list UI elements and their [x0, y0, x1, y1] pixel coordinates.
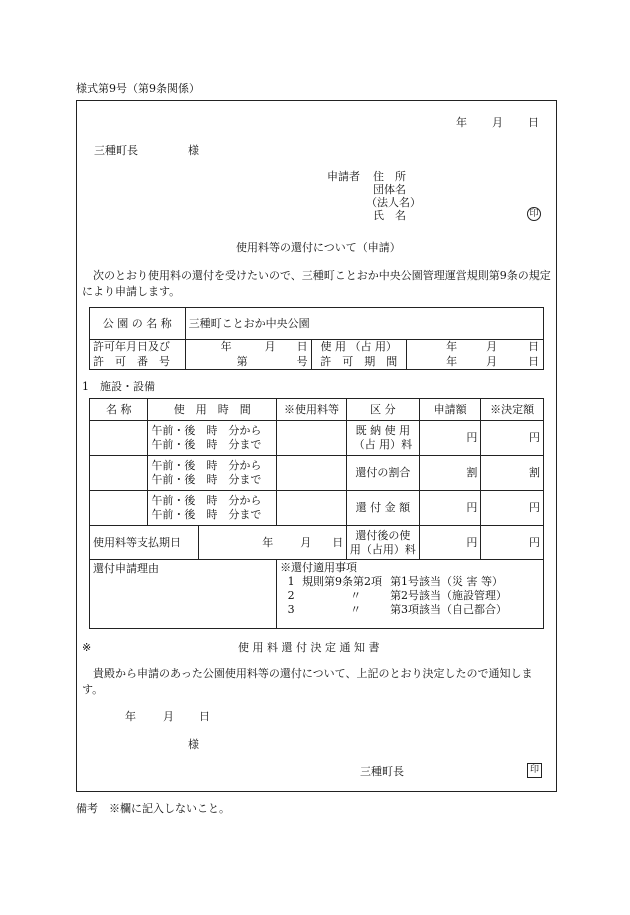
addressee-honorific: 様: [188, 144, 199, 157]
permit-label-1: 許可年月日及び: [90, 340, 186, 355]
section-title: 1 施設・設備: [82, 380, 155, 393]
decide-amount: 円: [481, 421, 544, 456]
facility-table: [89, 398, 544, 629]
notice-mark: ※: [82, 641, 92, 654]
park-name-label: 公 園 の 名 称: [90, 308, 186, 340]
category-ratio: 還付の割合: [346, 456, 419, 491]
notice-body: 貴殿から申請のあった公園使用料等の還付について、上記のとおり決定したので通知します。: [82, 667, 533, 696]
applicant-address: 住 所: [373, 170, 406, 183]
rules-title: ※還付適用事項: [280, 561, 358, 574]
table-row: [90, 456, 544, 491]
rule-item: 1 規則第9条第2項 第1号該当（災 害 等）: [287, 575, 504, 588]
request-title: 使用料等の還付について（申請）: [236, 241, 401, 254]
use-date-1: 年 月 日: [407, 340, 544, 355]
category-paid: 既 納 使 用 （占 用）料: [346, 421, 419, 456]
decide-refund: 円: [481, 491, 544, 526]
use-label-1: 使 用 （占 用）: [311, 340, 407, 355]
category-after: 還付後の使 用（占用）料: [346, 526, 419, 560]
time-range: 午前・後 時 分から 午前・後 時 分まで: [148, 491, 277, 526]
permit-label-2: 許 可 番 号: [90, 355, 186, 370]
decide-after: 円: [481, 526, 544, 560]
applicant-name: 氏 名: [373, 209, 406, 222]
apply-ratio: 割: [419, 456, 480, 491]
header-name: 名 称: [90, 399, 148, 421]
rule-item: 3 〃 第3項該当（自己都合）: [287, 603, 508, 616]
decide-ratio: 割: [481, 456, 544, 491]
date-month: 月: [492, 116, 503, 129]
use-date-2: 年 月 日: [407, 355, 544, 370]
park-name-value: 三種町ことおか中央公園: [185, 308, 543, 340]
notice-date-year: 年: [125, 710, 136, 723]
header-apply: 申請額: [419, 399, 480, 421]
payment-date: 年 月 日: [199, 526, 347, 560]
applicant-label: 申請者: [327, 170, 360, 183]
applicant-group: 団体名: [373, 183, 406, 196]
addressee-title: 三種町長: [94, 144, 138, 157]
table-row: [90, 560, 544, 629]
header-fee: ※使用料等: [277, 399, 347, 421]
apply-refund: 円: [419, 491, 480, 526]
notice-title: 使 用 料 還 付 決 定 通 知 書: [238, 641, 380, 654]
applicant-seal: 印: [527, 207, 541, 221]
payment-label: 使用料等支払期日: [90, 526, 199, 560]
table-row: [90, 526, 544, 560]
table-row: [90, 421, 544, 456]
header-time: 使 用 時 間: [148, 399, 277, 421]
table-row: [90, 491, 544, 526]
date-year: 年: [456, 116, 467, 129]
apply-amount: 円: [419, 421, 480, 456]
notice-honorific: 様: [188, 738, 199, 751]
reason-label: 還付申請理由: [90, 560, 277, 629]
notice-issuer: 三種町長: [360, 765, 404, 778]
time-range: 午前・後 時 分から 午前・後 時 分まで: [148, 421, 277, 456]
rule-item: 2 〃 第2号該当（施設管理）: [287, 589, 508, 602]
header-decide: ※決定額: [481, 399, 544, 421]
park-table: [89, 307, 544, 370]
apply-after: 円: [419, 526, 480, 560]
date-day: 日: [528, 116, 539, 129]
permit-number: 第 号: [185, 355, 311, 370]
form-number: 様式第9号（第9条関係）: [76, 82, 200, 95]
permit-date: 年 月 日: [185, 340, 311, 355]
issuer-seal: 印: [527, 763, 542, 778]
notice-date-month: 月: [163, 710, 174, 723]
use-label-2: 許 可 期 間: [311, 355, 407, 370]
header-category: 区 分: [346, 399, 419, 421]
remarks: 備考 ※欄に記入しないこと。: [76, 802, 230, 815]
applicant-corp: （法人名）: [366, 196, 421, 209]
notice-date-day: 日: [199, 710, 210, 723]
request-body: 次のとおり使用料の還付を受けたいので、三種町ことおか中央公園管理運営規則第9条の規定により申請します。: [82, 269, 551, 298]
category-refund: 還 付 金 額: [346, 491, 419, 526]
time-range: 午前・後 時 分から 午前・後 時 分まで: [148, 456, 277, 491]
rules-cell: [277, 560, 544, 629]
